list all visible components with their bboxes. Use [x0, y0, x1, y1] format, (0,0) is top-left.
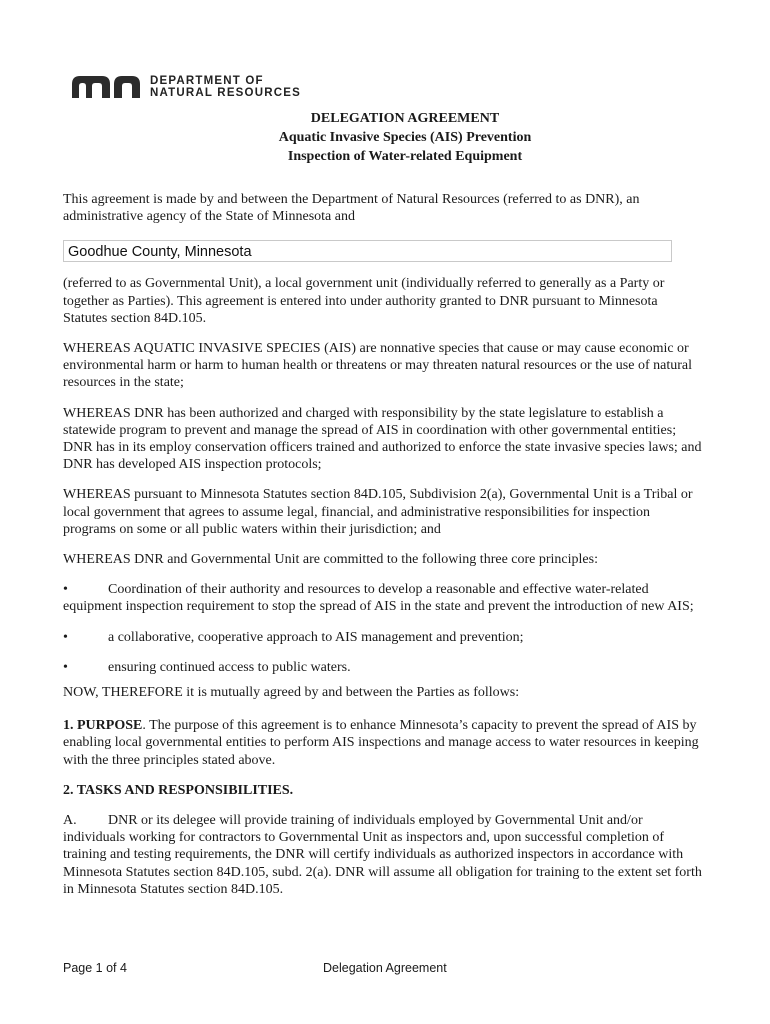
section-purpose-text: . The purpose of this agreement is to enhance Minnesota’s capacity to prevent the spread of AIS by enabling local governmental entities to perform AIS inspections and manage access to water resources in keeping with the three principles stated above. [63, 718, 699, 768]
footer-doc-name: Delegation Agreement [323, 961, 447, 975]
mn-logo-icon [72, 76, 142, 98]
logo-line1: DEPARTMENT OF [150, 75, 264, 87]
governmental-unit-field[interactable]: Goodhue County, Minnesota [63, 240, 672, 262]
whereas-paragraph-3: WHEREAS pursuant to Minnesota Statutes section 84D.105, Subdivision 2(a), Governmental Unit is a Tribal or local government that agrees to assume legal, financial, and administrative responsibilities for inspection programs on some or all public waters within their jurisdiction; and [63, 487, 693, 537]
logo-text [150, 75, 301, 99]
paragraph-governmental-unit: (referred to as Governmental Unit), a local government unit (individually referred to generally as a Party or together as Parties). This agreement is entered into under authority granted to DNR pursuant to Minnesota Statutes section 84D.105. [63, 276, 665, 326]
intro-paragraph: This agreement is made by and between the Department of Natural Resources (referred to as DNR), an administrative agency of the State of Minnesota and [63, 192, 640, 225]
logo-line2: NATURAL RESOURCES [150, 87, 301, 99]
whereas-paragraph-1: WHEREAS AQUATIC INVASIVE SPECIES (AIS) are nonnative species that cause or may cause economic or environmental harm or harm to human health or threatens or may threaten natural resources or the use of natural resources in the state; [63, 341, 692, 391]
bullet-item-1 [63, 581, 703, 615]
item-a-label: A. [63, 813, 77, 829]
bullet-text-2: a collaborative, cooperative approach to AIS management and prevention; [108, 629, 524, 645]
section-tasks-item-a [63, 812, 703, 898]
section-purpose [63, 717, 703, 769]
item-a-text: DNR or its delegee will provide training of individuals employed by Governmental Unit and/or individuals working for contractors to Governmental Unit as inspectors and, upon successful completion of training and testing requirements, the DNR will certify individuals as authorized inspectors in accordance with Minnesota Statutes section 84D.105, subd. 2(a). DNR will assume all obligation for training to the extent set forth in Minnesota Statutes section 84D.105. [63, 813, 702, 897]
title-line3: Inspection of Water-related Equipment [287, 149, 523, 164]
title-line1: DELEGATION AGREEMENT [310, 111, 500, 126]
now-therefore-paragraph: NOW, THEREFORE it is mutually agreed by and between the Parties as follows: [63, 685, 520, 701]
bullet-symbol: • [63, 629, 68, 645]
bullet-text-1: Coordination of their authority and resources to develop a reasonable and effective water-related equipment inspection requirement to stop the spread of AIS in the state and prevent the introduction of new AIS; [63, 582, 694, 615]
bullet-item-3 [63, 659, 703, 676]
title-line2: Aquatic Invasive Species (AIS) Prevention [278, 130, 532, 145]
section-tasks-heading: 2. TASKS AND RESPONSIBILITIES. [63, 782, 294, 798]
bullet-symbol: • [63, 659, 68, 675]
bullet-text-3: ensuring continued access to public waters. [108, 659, 351, 675]
whereas-paragraph-2: WHEREAS DNR has been authorized and charged with responsibility by the state legislature to establish a statewide program to prevent and manage the spread of AIS in coordination with other governmental entities; DNR has in its employ conservation officers trained and authorized to enforce the state invasive species laws; and DNR has developed AIS inspection protocols; [63, 405, 702, 473]
bullet-item-2 [63, 629, 703, 646]
section-purpose-heading: 1. PURPOSE [63, 718, 143, 734]
whereas-paragraph-4: WHEREAS DNR and Governmental Unit are committed to the following three core principles: [63, 552, 598, 568]
document-titles [0, 109, 770, 166]
page-number: Page 1 of 4 [63, 961, 127, 975]
document-body [63, 191, 703, 898]
bullet-symbol: • [63, 582, 68, 598]
dnr-logo [72, 74, 301, 100]
